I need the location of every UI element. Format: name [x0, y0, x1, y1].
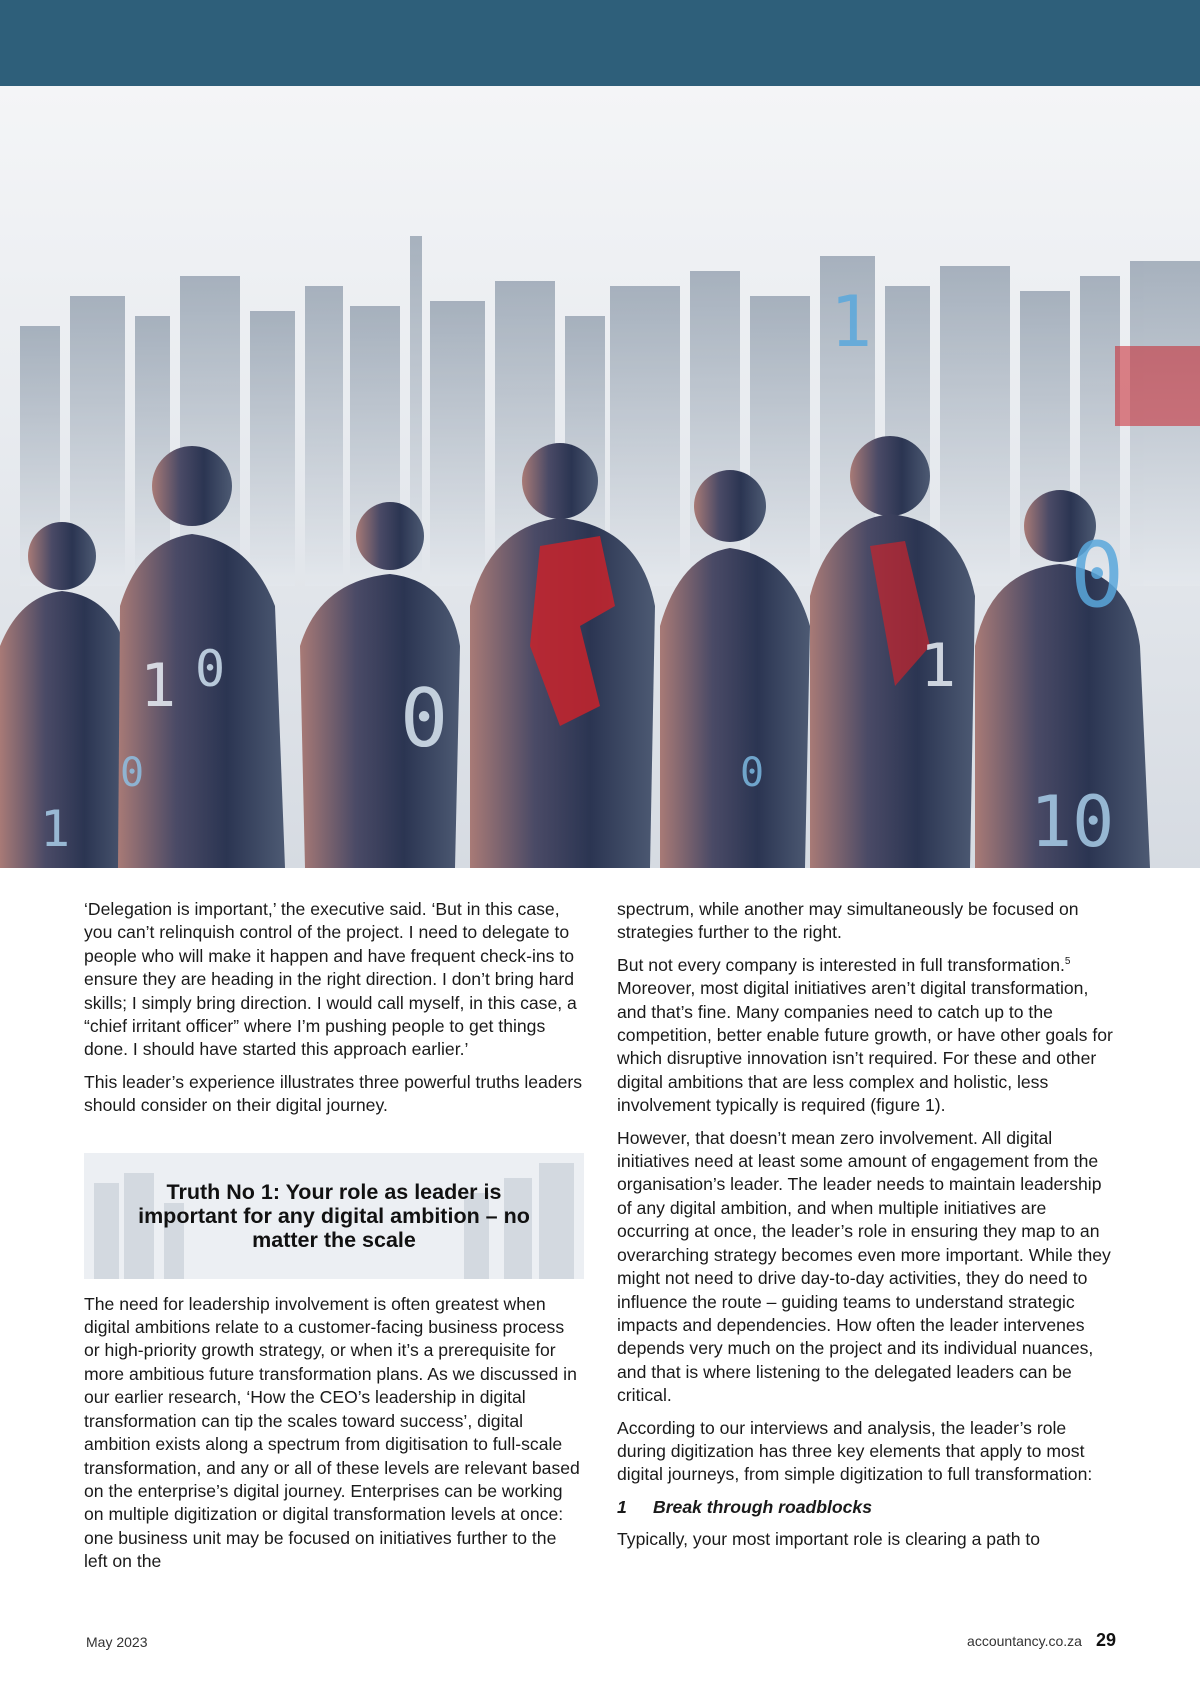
hero-image — [0, 86, 1200, 868]
callout-title: Truth No 1: Your role as leader is important for any digital ambition – no matter the scale — [138, 1179, 530, 1252]
left-column — [84, 898, 584, 1583]
paragraph: spectrum, while another may simultaneously be focused on strategies further to the right. — [617, 899, 1079, 943]
footer-right — [967, 1630, 1116, 1651]
subheading-number: 1 — [617, 1496, 627, 1517]
page-number: 29 — [1095, 1630, 1116, 1650]
paragraph-text: Moreover, most digital initiatives aren’t digital transformation, and that’s fine. Many companies need to catch up to the competition, better enable future growth, or have other goals for which disruptive innovation isn’t required. For these and other digital ambitions that are less complex and holistic, less involvement typically is required (figure 1). — [617, 978, 1113, 1116]
svg-text:1: 1 — [920, 631, 957, 701]
paragraph — [617, 954, 1117, 1118]
paragraph: The need for leadership involvement is often greatest when digital ambitions relate to a customer-facing business process or high-priority growth strategy, or when it’s a prerequisite for more ambitious future transformation plans. As we discussed in our earlier research, ‘How the CEO’s leadership in digital transformation can tip the scales toward success’, digital ambition exists along a spectrum from digitisation to full-scale transformation, and any or all of these levels are relevant based on the enterprise’s digital journey. Enterprises can be working on multiple digitization or digital transformation levels at once: one business unit may be focused on initiatives further to the left on the — [84, 1293, 580, 1572]
svg-text:1: 1 — [830, 281, 873, 363]
footer-date: May 2023 — [86, 1634, 148, 1650]
footer-site: accountancy.co.za — [967, 1633, 1082, 1649]
svg-text:1: 1 — [140, 651, 177, 721]
footnote-marker: 5 — [1064, 955, 1071, 967]
svg-text:0: 0 — [740, 750, 765, 796]
people-silhouettes-city-image — [0, 86, 1200, 868]
svg-text:0: 0 — [400, 672, 449, 765]
paragraph: Typically, your most important role is clearing a path to — [617, 1529, 1041, 1550]
svg-text:0: 0 — [1070, 523, 1125, 628]
svg-text:10: 10 — [1030, 781, 1115, 863]
header-bar — [0, 0, 1200, 86]
paragraph-text: But not every company is interested in full transformation. — [617, 954, 1065, 975]
svg-text:1: 1 — [40, 800, 71, 858]
paragraph: According to our interviews and analysis, the leader’s role during digitization has three key elements that apply to most digital journeys, from simple digitization to full transformation: — [617, 1417, 1093, 1485]
truth-callout — [84, 1153, 584, 1279]
paragraph: ‘Delegation is important,’ the executive said. ‘But in this case, you can’t relinquish control of the project. I need to delegate to people who will make it happen and have frequent check-ins to ensure they are heading in the right direction. I don’t bring hard skills; I simply bring direction. I would call myself, in this case, a “chief irritant officer” where I’m pushing people to get things done. I should have started this approach earlier.’ — [84, 899, 577, 1060]
svg-text:0: 0 — [195, 640, 226, 698]
paragraph: This leader’s experience illustrates three powerful truths leaders should consider on their digital journey. — [84, 1071, 583, 1116]
right-column — [617, 898, 1117, 1561]
subheading — [617, 1496, 1117, 1519]
subheading-text: Break through roadblocks — [653, 1496, 872, 1517]
svg-text:0: 0 — [120, 750, 145, 796]
paragraph: However, that doesn’t mean zero involvement. All digital initiatives need at least some amount of engagement from the organisation’s leader. The leader needs to maintain leadership of any digital ambition, and when multiple initiatives are occurring at once, the leader’s role in ensuring they map to an overarching strategy becomes even more important. While they might not need to drive day-to-day activities, they do need to influence the route – guiding teams to understand strategic impacts and dependencies. How often the leader intervenes depends very much on the project and its individual nuances, and that is where listening to the delegated leaders can be critical. — [617, 1127, 1111, 1406]
